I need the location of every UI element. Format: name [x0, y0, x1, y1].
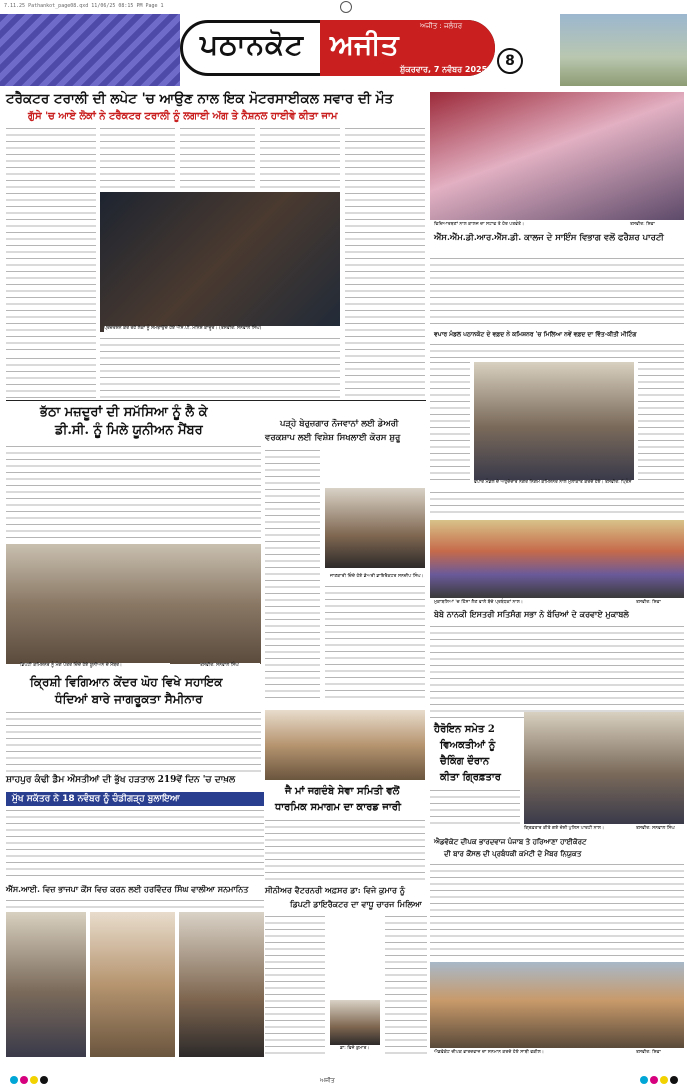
protest-band: ਮੁੱਖ ਸਕੱਤਰ ਨੇ 18 ਨਵੰਬਰ ਨੂੰ ਚੰਡੀਗੜ੍ਹ ਬੁਲਾਇਆ [6, 792, 264, 806]
lead-photo [100, 192, 340, 332]
arrest-headline-3: ਚੈਕਿੰਗ ਦੌਰਾਨ [440, 756, 490, 767]
arrest-headline-4: ਕੀਤਾ ਗ੍ਰਿਫ਼ਤਾਰ [440, 772, 501, 783]
krishi-headline-2: ਧੰਦਿਆਂ ਬਾਰੇ ਜਾਗਰੂਕਤਾ ਸੈਮੀਨਾਰ [55, 692, 203, 706]
krishi-body [6, 712, 261, 772]
advocate-headline-1: ਐਡਵੋਕੇਟ ਦੀਪਕ ਭਾਰਦਵਾਜ ਪੰਜਾਬ ਤੇ ਹਰਿਆਣਾ ਹਾਈਕੋਰਟ [434, 837, 587, 846]
yellow-dot-icon [30, 1076, 38, 1084]
masthead-logo-left: ਪਠਾਨਕੋਟ [200, 28, 305, 61]
college-body [430, 258, 684, 328]
footer-label: ਅਜੀਤ [320, 1077, 335, 1084]
magenta-dot-icon [20, 1076, 28, 1084]
advocate-caption: ਐਡਵੋਕੇਟ ਦੀਪਕ ਭਾਰਦਵਾਜ ਦਾ ਸਨਮਾਨ ਕਰਦੇ ਹੋਏ ਸਾਥੀ ਵਕੀਲ। [434, 1050, 614, 1056]
advocate-credit: ਤਸਵੀਰ: ਸ਼ਿਵਾ [636, 1050, 684, 1056]
vet-photo [330, 1000, 380, 1045]
masthead-logo-right: ਅਜੀਤ [330, 28, 399, 61]
college-caption: ਵਿਦਿਆਰਥਣਾਂ ਨਾਲ ਕਾਲਜ ਦਾ ਸਟਾਫ ਤੇ ਹੋਰ ਪਤਵੰਤੇ। [434, 222, 614, 228]
vet-body-col2 [385, 916, 427, 1056]
sho-photo-2 [90, 912, 175, 1057]
course-photo [325, 488, 425, 568]
page-footer [0, 1074, 687, 1089]
samiti-photo [265, 710, 425, 780]
advocate-headline-2: ਦੀ ਬਾਰ ਕੌਂਸਲ ਦੀ ਪ੍ਰਬੰਧਕੀ ਕਮੇਟੀ ਦੇ ਮੈਂਬਰ ਨਿਯੁਕਤ [444, 849, 582, 858]
bhatta-photo [6, 544, 261, 664]
course-headline-1: ਪੜ੍ਹੇ ਬੇਰੁਜ਼ਗਾਰ ਨੌਜਵਾਨਾਂ ਲਈ ਡੇਅਰੀ [280, 419, 399, 429]
krishi-headline-1: ਕ੍ਰਿਸ਼ੀ ਵਿਗਿਆਨ ਕੇਂਦਰ ਘੋਹ ਵਿਖੇ ਸਹਾਇਕ [30, 675, 223, 689]
sho-photo-1 [6, 912, 86, 1057]
bhatta-caption: ਡਿਪਟੀ ਕਮਿਸ਼ਨਰ ਨੂੰ ਮੰਗ ਪੱਤਰ ਦਿੰਦੇ ਹੋਏ ਯੂਨੀਅਨ ਦੇ ਮੈਂਬਰ। [20, 663, 170, 669]
cyan-dot-icon-right [640, 1076, 648, 1084]
wapar-body-top [430, 344, 684, 360]
arrest-caption: ਗ੍ਰਿਫ਼ਤਾਰ ਕੀਤੇ ਗਏ ਦੋਸ਼ੀ ਪੁਲਿਸ ਪਾਰਟੀ ਨਾਲ। [524, 826, 634, 832]
masthead-pattern-left [0, 14, 180, 86]
page-number: 8 [497, 48, 523, 74]
masthead-date: ਸ਼ੁੱਕਰਵਾਰ, 7 ਨਵੰਬਰ 2025 [400, 65, 488, 74]
lead-body-col1 [6, 128, 96, 353]
college-headline: ਐੱਸ.ਐੱਮ.ਡੀ.ਆਰ.ਐੱਸ.ਡੀ. ਕਾਲਜ ਦੇ ਸਾਇੰਸ ਵਿਭਾਗ ਵਲੋਂ ਫਰੈਸ਼ਰ ਪਾਰਟੀ [434, 233, 664, 243]
wapar-body-bottom [430, 492, 684, 516]
samiti-headline-1: ਜੈ ਮਾਂ ਜਗਦੰਬੇ ਸੇਵਾ ਸਮਿਤੀ ਵਲੋਂ [285, 786, 400, 797]
samiti-headline-2: ਧਾਰਮਿਕ ਸਮਾਗਮ ਦਾ ਕਾਰਡ ਜਾਰੀ [275, 802, 402, 813]
course-body-col1 [265, 450, 320, 700]
wapar-body-right [638, 362, 684, 482]
print-info: 7.11.25 Pathankot_page08.qxd 11/06/25 08:15 PM Page 1 [4, 3, 164, 9]
kids-body [430, 626, 684, 718]
lead-subheadline: ਗੁੱਸੇ 'ਚ ਆਏ ਲੋਕਾਂ ਨੇ ਟਰੈਕਟਰ ਟਰਾਲੀ ਨੂੰ ਲਗਾਈ ਅੱਗ ਤੇ ਨੈਸ਼ਨਲ ਹਾਈਵੇ ਕੀਤਾ ਜਾਮ [28, 111, 338, 122]
course-body-col2 [325, 586, 425, 698]
sho-photo-3 [179, 912, 264, 1057]
masthead-photo-right [560, 14, 687, 86]
arrest-headline-2: ਵਿਅਕਤੀਆਂ ਨੂੰ [440, 740, 496, 751]
masthead-subtitle: ਅਜੀਤ : ਜਲੰਧਰ [420, 22, 463, 30]
divider [6, 400, 426, 401]
vet-body-col1 [265, 916, 325, 1056]
vet-headline-1: ਸੀਨੀਅਰ ਵੈਟਰਨਰੀ ਅਫ਼ਸਰ ਡਾ: ਵਿਜੇ ਕੁਮਾਰ ਨੂੰ [265, 885, 405, 895]
lead-body-col3 [180, 128, 255, 188]
arrest-credit: ਤਸਵੀਰ: ਸਨਵਾਲ ਸਿੰਘ [636, 826, 684, 832]
protest-headline: ਸ਼ਾਹਪੁਰ ਕੰਢੀ ਡੈਮ ਔਸਤੀਆਂ ਦੀ ਭੁੱਖ ਹੜਤਾਲ 219ਵੇਂ ਦਿਨ 'ਚ ਦਾਖ਼ਲ [6, 775, 236, 785]
lead-caption: ਪ੍ਰਦਰਸ਼ਨ ਕਰ ਰਹੇ ਲੋਕਾਂ ਨੂੰ ਸਮਝਾਉਂਦੇ ਹੋਏ ਐੱਸ.ਪੀ. ਮਨਿਸ਼ ਕਾਦੂਰ। (ਤਸਵੀਰ: ਸਨਵਾਲ ਸਿੰਘ) [104, 326, 340, 332]
kids-caption: ਮੁਕਾਬਲਿਆਂ 'ਚ ਹਿੱਸਾ ਲੈਣ ਵਾਲੇ ਬੱਚੇ ਪ੍ਰਬੰਧਕਾਂ ਨਾਲ। [434, 600, 614, 606]
bhatta-headline-2: ਡੀ.ਸੀ. ਨੂੰ ਮਿਲੇ ਯੂਨੀਅਨ ਮੈਂਬਰ [55, 423, 203, 438]
wapar-caption: ਵਪਾਰ ਮੰਡਲ ਦੇ ਅਹੁਦੇਦਾਰ ਨਗਰ ਨਿਗਮ ਕਮਿਸ਼ਨਰ ਨਾਲ ਮੁਲਾਕਾਤ ਕਰਦੇ ਹੋਏ। [474, 480, 604, 485]
arrest-body [430, 790, 520, 824]
wapar-headline: ਵਪਾਰ ਮੰਡਲ ਪਠਾਨਕੋਟ ਦੇ ਵਫ਼ਦ ਨੇ ਕਮਿਸ਼ਨਰ 'ਚ ਮਿਲਿਆ ਨਵੇਂ ਵਫ਼ਦ ਦਾ ਵਿੱਤ-ਕੀਤੀ ਮੀਟਿੰਗ [434, 331, 637, 338]
black-dot-icon-right [670, 1076, 678, 1084]
lead-body-col1-lower [6, 358, 96, 398]
lead-body-col5 [345, 128, 425, 398]
course-caption: ਜਾਣਕਾਰੀ ਦਿੰਦੇ ਹੋਏ ਡੇਅਰੀ ਡਾਇਰੈਕਟਰ ਸਨਦੀਪ ਸਿੰਘ। [330, 574, 424, 579]
magenta-dot-icon-right [650, 1076, 658, 1084]
sho-body [6, 900, 264, 910]
registration-mark-icon [340, 1, 352, 13]
college-credit: ਤਸਵੀਰ: ਸ਼ਿਵਾ [630, 222, 682, 228]
wapar-photo [474, 362, 634, 480]
course-headline-2: ਵਰਕਸ਼ਾਪ ਲਈ ਵਿਸ਼ੇਸ਼ ਸਿਖਲਾਈ ਕੋਰਸ ਸ਼ੁਰੂ [265, 433, 401, 443]
yellow-dot-icon-right [660, 1076, 668, 1084]
advocate-photo [430, 962, 684, 1048]
samiti-body [265, 820, 425, 882]
lead-body-col2 [100, 128, 175, 188]
protest-body [6, 810, 264, 880]
wapar-body-left [430, 362, 470, 482]
college-photo [430, 92, 684, 220]
lead-body-lower [100, 338, 340, 398]
bhatta-body [6, 446, 261, 540]
vet-caption: ਡਾ: ਵਿਜੇ ਕੁਮਾਰ। [340, 1046, 380, 1052]
bhatta-credit: ਤਸਵੀਰ: ਸਨਵਾਲ ਸਿੰਘ [200, 663, 260, 669]
lead-headline: ਟਰੈਕਟਰ ਟਰਾਲੀ ਦੀ ਲਪੇਟ 'ਚ ਆਉਣ ਨਾਲ ਇਕ ਮੋਟਰਸਾਈਕਲ ਸਵਾਰ ਦੀ ਮੌਤ [6, 91, 394, 107]
lead-body-col4 [260, 128, 340, 188]
cyan-dot-icon [10, 1076, 18, 1084]
kids-headline: ਬੇਬੇ ਨਾਨਕੀ ਇਸਤਰੀ ਸਤਿਸੰਗ ਸਭਾ ਨੇ ਬੱਚਿਆਂ ਦੇ ਕਰਵਾਏ ਮੁਕਾਬਲੇ [434, 609, 629, 619]
black-dot-icon [40, 1076, 48, 1084]
bhatta-headline-1: ਭੱਠਾ ਮਜ਼ਦੂਰਾਂ ਦੀ ਸਮੱਸਿਆ ਨੂੰ ਲੈ ਕੇ [40, 405, 208, 420]
arrest-headline-1: ਹੈਰੋਇਨ ਸਮੇਤ 2 [434, 724, 495, 735]
advocate-body [430, 864, 684, 958]
kids-photo [430, 520, 684, 598]
sho-headline: ਐੱਸ.ਆਈ. ਵਿਜ਼ ਭਾਜਪਾ ਕੌਂਸ ਵਿਚ ਕਰਨ ਲਈ ਹਰਵਿੰਦਰ ਸਿੰਘ ਵਾਲੀਆ ਸਨਮਾਨਿਤ [6, 884, 249, 894]
vet-headline-2: ਡਿਪਟੀ ਡਾਇਰੈਕਟਰ ਦਾ ਵਾਧੂ ਚਾਰਜ ਮਿਲਿਆ [290, 899, 422, 909]
kids-credit: ਤਸਵੀਰ: ਸ਼ਿਵਾ [636, 600, 682, 606]
arrest-photo [524, 712, 684, 824]
wapar-credit: ਤਸਵੀਰ: ਪ੍ਰਿੰਸ [605, 480, 635, 486]
